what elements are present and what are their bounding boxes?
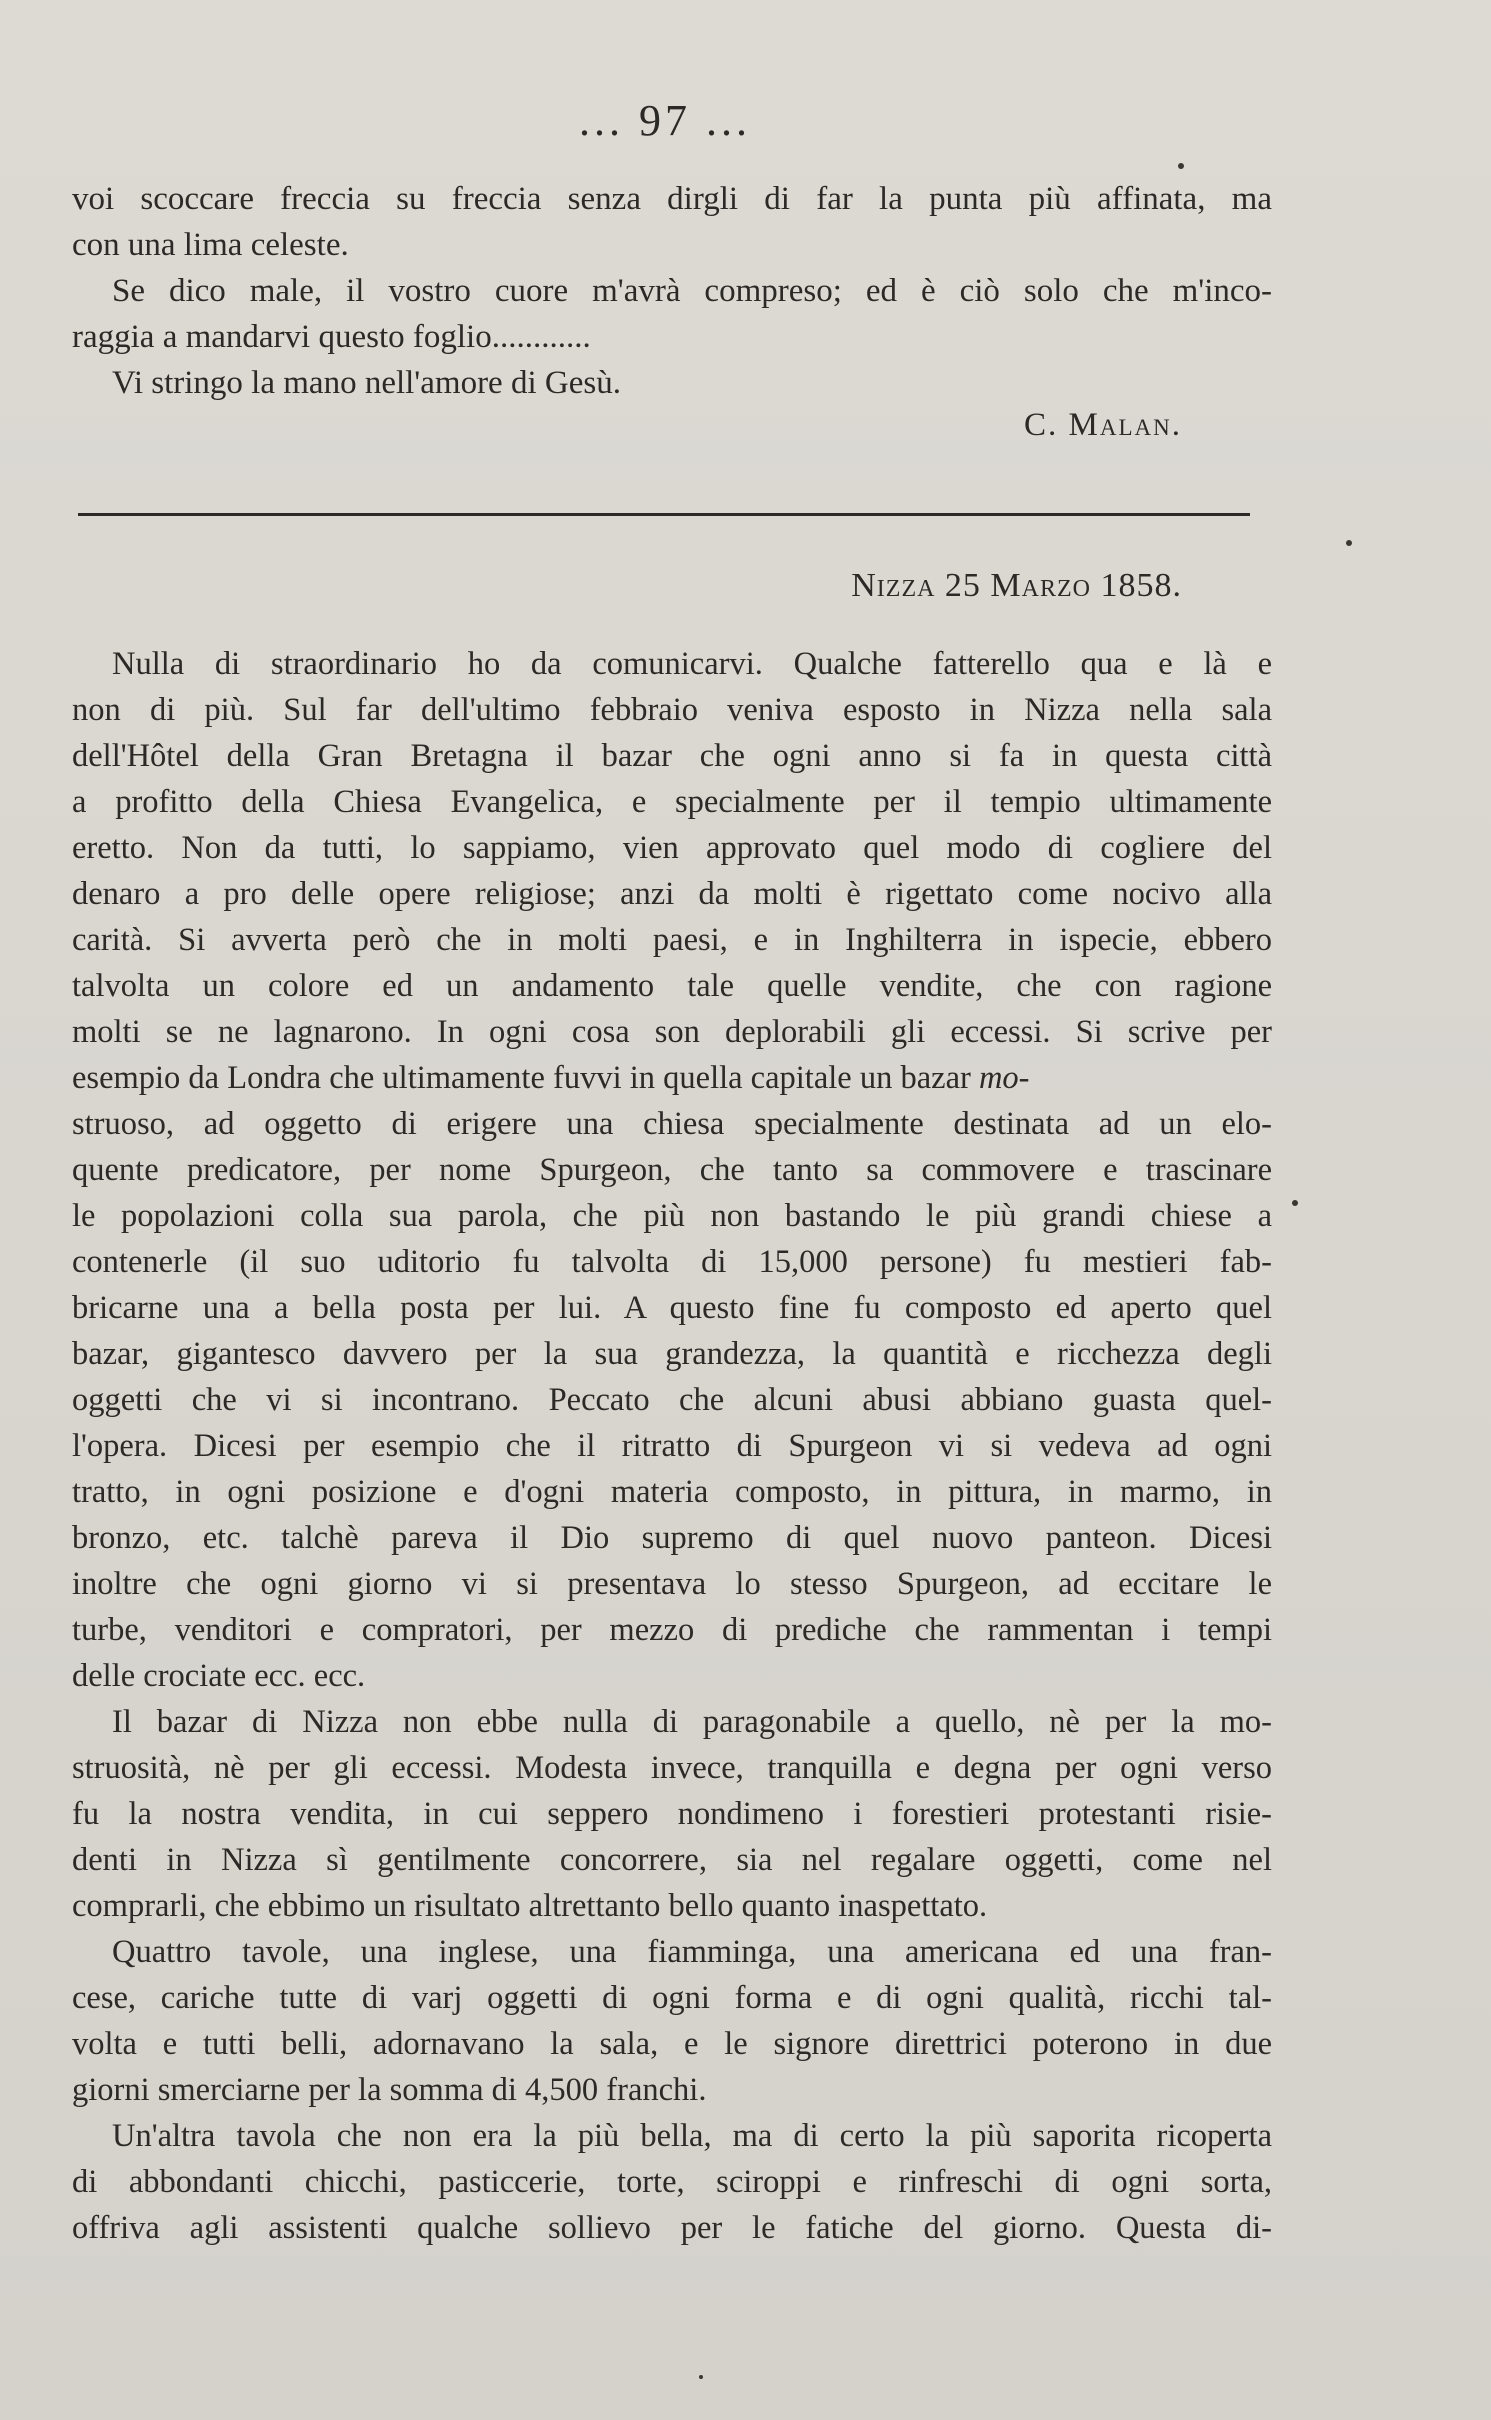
text-line: offriva agli assistenti qualche sollievo per le fatiche del giorno. Questa di-	[72, 2210, 1272, 2246]
text-line: bricarne una a bella posta per lui. A questo fine fu composto ed aperto quel	[72, 1290, 1272, 1326]
text-line: cese, cariche tutte di varj oggetti di ogni forma e di ogni qualità, ricchi tal-	[72, 1980, 1272, 2016]
text-line: giorni smerciarne per la somma di 4,500 franchi.	[72, 2072, 707, 2108]
text-line: Se dico male, il vostro cuore m'avrà compreso; ed è ciò solo che m'inco-	[112, 273, 1272, 309]
signature-name: C. Malan.	[1024, 407, 1182, 443]
paper-speck	[1178, 163, 1184, 169]
text-line: non di più. Sul far dell'ultimo febbraio veniva esposto in Nizza nella sala	[72, 692, 1272, 728]
text-line: l'opera. Dicesi per esempio che il ritratto di Spurgeon vi si vedeva ad ogni	[72, 1428, 1272, 1464]
text-line: Vi stringo la mano nell'amore di Gesù.	[112, 365, 621, 401]
text-line: Un'altra tavola che non era la più bella, ma di certo la più saporita ricoperta	[112, 2118, 1272, 2154]
letter-closing-text	[72, 176, 1272, 406]
text-line: voi scoccare freccia su freccia senza dirgli di far la punta più affinata, ma	[72, 181, 1272, 217]
paper-speck	[1292, 1200, 1298, 1206]
text-line: inoltre che ogni giorno vi si presentava lo stesso Spurgeon, ad eccitare le	[72, 1566, 1272, 1602]
section-divider	[78, 513, 1250, 516]
text-line: bazar, gigantesco davvero per la sua grandezza, la quantità e ricchezza degli	[72, 1336, 1272, 1372]
text-line: struosità, nè per gli eccessi. Modesta invece, tranquilla e degna per ogni verso	[72, 1750, 1272, 1786]
italic-word: mo-	[978, 1060, 1030, 1096]
text-line: tratto, in ogni posizione e d'ogni materia composto, in pittura, in marmo, in	[72, 1474, 1272, 1510]
text-line: carità. Si avverta però che in molti paesi, e in Inghilterra in ispecie, ebbero	[72, 922, 1272, 958]
paper-speck	[699, 2375, 703, 2379]
text-line: denti in Nizza sì gentilmente concorrere, sia nel regalare oggetti, come nel	[72, 1842, 1272, 1878]
text-line: Nulla di straordinario ho da comunicarvi. Qualche fatterello qua e là e	[112, 646, 1272, 682]
text-line: Il bazar di Nizza non ebbe nulla di paragonabile a quello, nè per la mo-	[112, 1704, 1272, 1740]
text-line: talvolta un colore ed un andamento tale quelle vendite, che con ragione	[72, 968, 1272, 1004]
signature	[72, 407, 1182, 444]
text-line: Quattro tavole, una inglese, una fiamminga, una americana ed una fran-	[112, 1934, 1272, 1970]
text-line: volta e tutti belli, adornavano la sala, e le signore direttrici poterono in due	[72, 2026, 1272, 2062]
text-line: dell'Hôtel della Gran Bretagna il bazar che ogni anno si fa in questa città	[72, 738, 1272, 774]
text-line: fu la nostra vendita, in cui seppero nondimeno i forestieri protestanti risie-	[72, 1796, 1272, 1832]
text-line: eretto. Non da tutti, lo sappiamo, vien approvato quel modo di cogliere del	[72, 830, 1272, 866]
text-line: bronzo, etc. talchè pareva il Dio supremo di quel nuovo panteon. Dicesi	[72, 1520, 1272, 1556]
text-line: quente predicatore, per nome Spurgeon, che tanto sa commovere e trascinare	[72, 1152, 1272, 1188]
text-line: struoso, ad oggetto di erigere una chiesa specialmente destinata ad un elo-	[72, 1106, 1272, 1142]
text-line: le popolazioni colla sua parola, che più non bastando le più grandi chiese a	[72, 1198, 1272, 1234]
dateline: Nizza 25 Marzo 1858.	[851, 567, 1182, 604]
text-line: con una lima celeste.	[72, 227, 349, 263]
text-line: denaro a pro delle opere religiose; anzi da molti è rigettato come nocivo alla	[72, 876, 1272, 912]
page-number: ... 97 ...	[579, 96, 751, 145]
text-line: raggia a mandarvi questo foglio............	[72, 319, 591, 355]
text-line	[72, 1055, 1272, 1101]
text-line: comprarli, che ebbimo un risultato altrettanto bello quanto inaspettato.	[72, 1888, 988, 1924]
paper-speck	[1346, 540, 1352, 546]
text-line: delle crociate ecc. ecc.	[72, 1658, 366, 1694]
text-fragment: esempio da Londra che ultimamente fuvvi in quella capitale un bazar	[72, 1060, 979, 1096]
text-line: turbe, venditori e compratori, per mezzo di prediche che rammentan i tempi	[72, 1612, 1272, 1648]
text-line: contenerle (il suo uditorio fu talvolta di 15,000 persone) fu mestieri fab-	[72, 1244, 1272, 1280]
text-line: a profitto della Chiesa Evangelica, e specialmente per il tempio ultimamente	[72, 784, 1272, 820]
text-line: oggetti che vi si incontrano. Peccato che alcuni abusi abbiano guasta quel-	[72, 1382, 1272, 1418]
letter-body-text	[72, 641, 1272, 2251]
text-line: di abbondanti chicchi, pasticcerie, torte, sciroppi e rinfreschi di ogni sorta,	[72, 2164, 1272, 2200]
text-line: molti se ne lagnarono. In ogni cosa son deplorabili gli eccessi. Si scrive per	[72, 1014, 1272, 1050]
